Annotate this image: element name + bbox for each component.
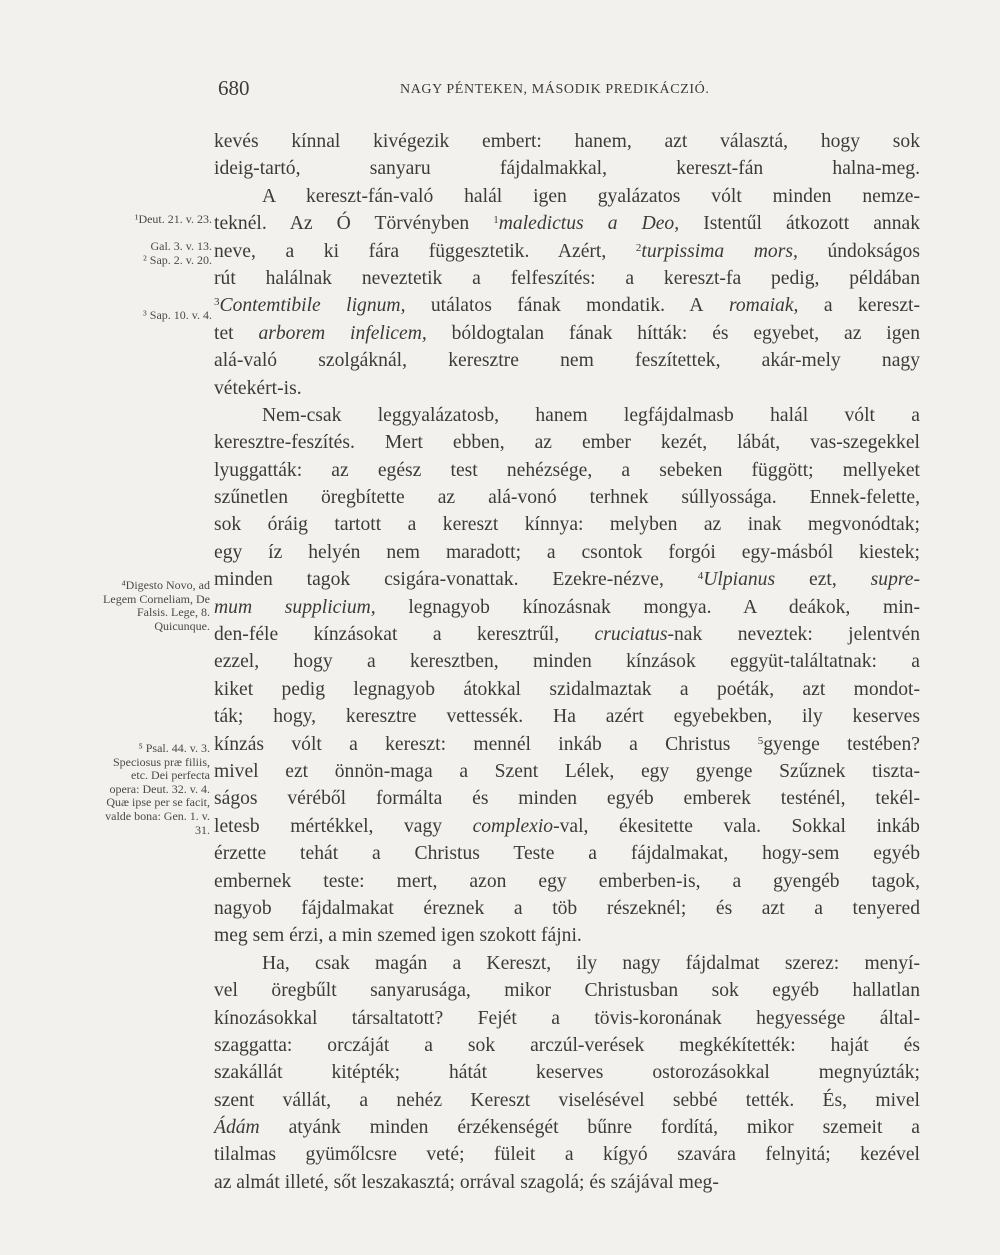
text-run: utálatos fának mondatik. A bbox=[405, 295, 704, 317]
text-run: Istentűl átkozott annak bbox=[679, 213, 920, 235]
italic-latin-phrase: mum supplicium, bbox=[214, 596, 376, 618]
footnote-marker: 4 bbox=[697, 570, 704, 583]
text-run: a kereszt- bbox=[798, 295, 920, 317]
text-line: nagyob fájdalmakat éreznek a töb részeknél; és azt a tenyered bbox=[214, 897, 920, 919]
italic-latin-phrase: complexio bbox=[472, 815, 554, 837]
text-line bbox=[214, 566, 920, 593]
text-run: neve, a ki fára függesztetik. Azért, bbox=[214, 240, 636, 262]
italic-latin-phrase: turpissima mors, bbox=[641, 240, 798, 262]
text-line: érzette tehát a Christus Teste a fájdalmakat, hogy-sem egyéb bbox=[214, 843, 920, 865]
text-line bbox=[214, 813, 920, 840]
text-line: embernek teste: mert, azon egy emberben-is, a gyengéb tagok, bbox=[214, 870, 920, 892]
text-line: szent vállát, a nehéz Kereszt viselésével sebbé tették. És, mivel bbox=[214, 1089, 920, 1111]
text-run: kínzás vólt a kereszt: mennél inkáb a Christus bbox=[214, 733, 758, 755]
text-line: szaggatta: orczáját a sok arczúl-verések megkékítették: haját és bbox=[214, 1034, 920, 1056]
text-line bbox=[214, 731, 920, 758]
text-line: kínozásokkal társaltatott? Fejét a tövis-koronának hegyessége által- bbox=[214, 1007, 920, 1029]
footnote-marker: 1 bbox=[493, 214, 499, 227]
footnote-marker: 3 bbox=[214, 296, 220, 309]
text-line: sok óráig tartott a kereszt kínnya: melyben az inak megvonódtak; bbox=[214, 514, 920, 536]
page-number: 680 bbox=[218, 76, 250, 100]
margin-note: Gal. 3. v. 13. bbox=[150, 239, 212, 253]
body-text bbox=[214, 128, 920, 1196]
page-header bbox=[0, 76, 1000, 106]
text-line bbox=[214, 594, 920, 621]
text-line: szűnetlen öregbítette az alá-vonó terhnek súllyossága. Ennek-felette, bbox=[214, 487, 920, 509]
italic-latin-phrase: romaiak, bbox=[703, 295, 799, 317]
text-line: rút halálnak neveztetik a felfeszítés: a kereszt-fa pedig, példában bbox=[214, 267, 920, 289]
text-run: letesb mértékkel, vagy bbox=[214, 815, 473, 837]
text-line bbox=[214, 292, 920, 319]
footnote-marker: 2 bbox=[635, 241, 642, 254]
running-title: NAGY PÉNTEKEN, MÁSODIK PREDIKÁCZIÓ. bbox=[400, 82, 710, 97]
margin-note: ¹Deut. 21. v. 23. bbox=[134, 212, 212, 226]
text-run: gyenge testében? bbox=[763, 733, 921, 755]
text-line bbox=[214, 1114, 920, 1141]
text-line: lyuggatták: az egész test nehézsége, a sebeken függött; mellyeket bbox=[214, 459, 920, 481]
italic-latin-phrase: Ulpianus bbox=[703, 569, 776, 591]
italic-latin-phrase: Ádám bbox=[214, 1117, 260, 1139]
text-run: minden tagok csigára-vonattak. Ezekre-nézve, bbox=[214, 569, 698, 591]
text-line: Nem-csak leggyalázatosb, hanem legfájdalmasb halál vólt a bbox=[262, 404, 920, 426]
text-run: atyánk minden érzékenségét bűnre fordítá, mikor szemeit a bbox=[259, 1117, 920, 1139]
italic-latin-phrase: Contemtibile lignum, bbox=[219, 295, 406, 317]
footnote-marker: 5 bbox=[757, 734, 764, 747]
text-run: -nak neveztek: jelentvén bbox=[667, 624, 920, 646]
text-run: bóldogtalan fának hítták: és egyebet, az igen bbox=[426, 322, 920, 344]
text-line: vel öregbűlt sanyarusága, mikor Christusban sok egyéb hallatlan bbox=[214, 980, 920, 1002]
margin-note: ⁵ Psal. 44. v. 3. Speciosus præ filiis, etc. Dei perfecta opera: Deut. 32. v. 4. Quæ ipse per se facit, valde bona: Gen. 1. v. 31. bbox=[105, 741, 210, 837]
text-line: ságos véréből formálta és minden egyéb emberek testénél, tekél- bbox=[214, 788, 920, 810]
text-line: kiket pedig legnagyob átokkal szidalmaztak a poéták, azt mondot- bbox=[214, 678, 920, 700]
italic-latin-phrase: cruciatus bbox=[594, 624, 668, 646]
text-line: tilalmas gyümőlcsre veté; füleit a kígyó szavára felnyitá; kezével bbox=[214, 1144, 920, 1166]
text-line bbox=[214, 320, 920, 347]
text-run: -val, ékesitette vala. Sokkal inkáb bbox=[553, 815, 920, 837]
text-line: alá-való szolgáknál, keresztre nem feszítettek, akár-mely nagy bbox=[214, 350, 920, 372]
text-line: egy íz helyén nem maradott; a csontok forgói egy-másból kiestek; bbox=[214, 541, 920, 563]
margin-note: ³ Sap. 10. v. 4. bbox=[143, 308, 212, 322]
text-line: ezzel, hogy a keresztben, minden kínzások eggyüt-találtatnak: a bbox=[214, 651, 920, 673]
text-line: ták; hogy, keresztre vettessék. Ha azért egyebekben, ily keserves bbox=[214, 706, 920, 728]
margin-note: ⁴Digesto Novo, ad Legem Corneliam, De Falsis. Lege, 8. Quicunque. bbox=[103, 578, 210, 633]
text-run: ezt, bbox=[775, 569, 837, 591]
text-line: szakállát kitépték; hátát keserves ostorozásokkal megnyúzták; bbox=[214, 1062, 920, 1084]
text-run: legnagyob kínozásnak mongya. A deákok, min- bbox=[375, 596, 920, 618]
text-run: teknél. Az Ó Törvényben bbox=[214, 213, 494, 235]
italic-latin-phrase: supre- bbox=[836, 569, 920, 591]
text-run: tet bbox=[214, 322, 259, 344]
text-line: Ha, csak magán a Kereszt, ily nagy fájdalmat szerez: menyí- bbox=[262, 952, 920, 974]
text-line bbox=[214, 621, 920, 648]
text-run: den-féle kínzásokat a keresztrűl, bbox=[214, 624, 595, 646]
text-line bbox=[214, 238, 920, 265]
text-line: kevés kínnal kivégezik embert: hanem, azt választá, hogy sok bbox=[214, 131, 920, 152]
text-line: mivel ezt önnön-maga a Szent Lélek, egy gyenge Szűznek tiszta- bbox=[214, 760, 920, 782]
text-line: keresztre-feszítés. Mert ebben, az ember kezét, lábát, vas-szegekkel bbox=[214, 432, 920, 454]
text-line bbox=[214, 210, 920, 237]
text-run: úndokságos bbox=[797, 240, 920, 262]
margin-note: ² Sap. 2. v. 20. bbox=[143, 253, 212, 267]
italic-latin-phrase: maledictus a Deo, bbox=[498, 213, 680, 235]
text-line: az almát illeté, sőt leszakasztá; orrával szagolá; és szájával meg- bbox=[214, 1171, 719, 1193]
text-line: vétekért-is. bbox=[214, 377, 302, 399]
italic-latin-phrase: arborem infelicem, bbox=[258, 322, 427, 344]
text-line: A kereszt-fán-való halál igen gyalázatos vólt minden nemze- bbox=[262, 185, 920, 207]
text-line: ideig-tartó, sanyaru fájdalmakkal, kereszt-fán halna-meg. bbox=[214, 158, 920, 180]
text-line: meg sem érzi, a min szemed igen szokott fájni. bbox=[214, 925, 582, 947]
